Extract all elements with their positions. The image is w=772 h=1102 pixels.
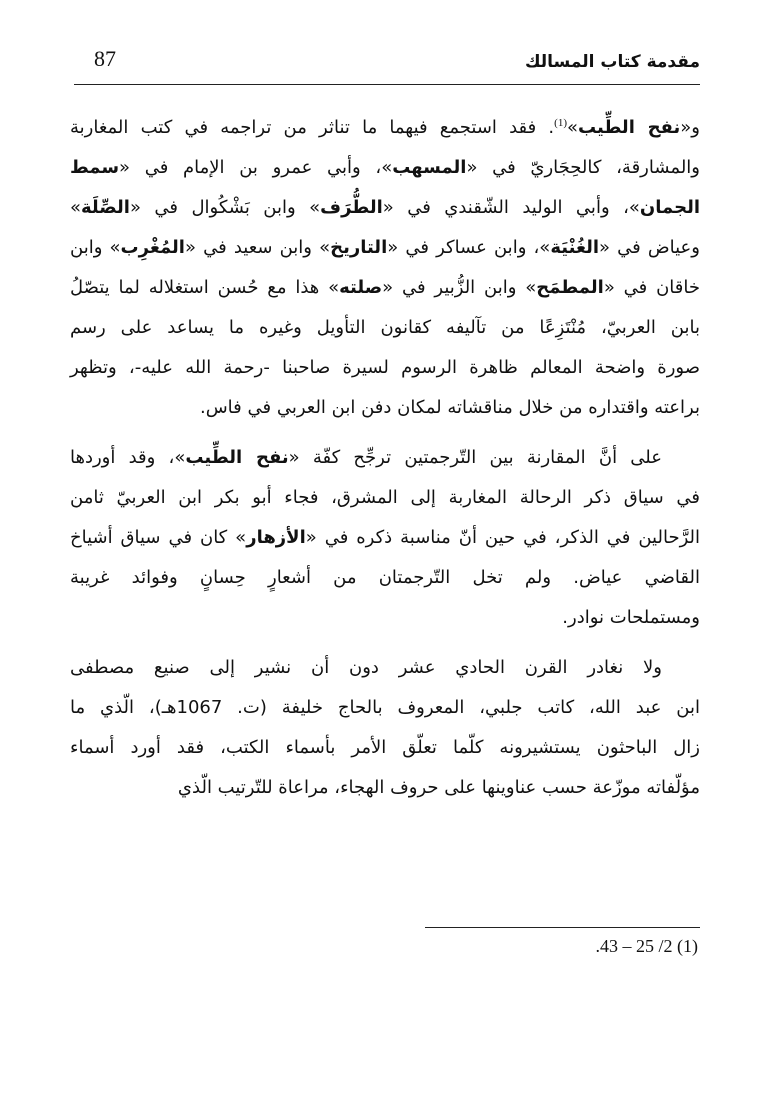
book-title: نفح الطِّيب <box>578 117 681 138</box>
text-segment: زال الباحثون يستشيرونه كلّما تعلّق الأمر بأسماء الكتب، فقد أورد أسماء <box>70 737 700 758</box>
text-segment: براعته واقتداره من خلال مناقشاته لمكان دفن ابن العربي في فاس. <box>199 397 700 418</box>
text-segment: ولا نغادر القرن الحادي عشر دون أن نشير إلى صنيع مصطفى <box>70 657 662 678</box>
text-segment: » وابن بَشْكُوال في « <box>129 197 321 218</box>
text-segment: و« <box>680 117 700 138</box>
running-title: مقدمة كتاب المسالك <box>524 52 700 72</box>
text-line <box>70 768 700 808</box>
body-text <box>70 108 700 818</box>
footnote-separator <box>425 927 700 928</box>
text-line <box>70 268 700 308</box>
text-line <box>70 728 700 768</box>
book-title: سمط <box>70 157 120 178</box>
page-number: 87 <box>94 46 116 71</box>
text-line <box>70 188 700 228</box>
book-title: صلته <box>339 277 383 298</box>
text-segment: » <box>566 117 578 138</box>
text-segment: » وابن سعيد في « <box>184 237 331 258</box>
text-line <box>70 648 700 688</box>
book-title: الجمان <box>639 197 700 218</box>
book-title: المطمَح <box>536 277 604 298</box>
text-line <box>70 478 700 518</box>
text-segment: مؤلّفاته موزّعة حسب عناوينها على حروف الهجاء، مراعاة للتّرتيب الّذي <box>177 777 700 798</box>
paragraph <box>70 108 700 428</box>
text-line <box>70 108 700 148</box>
text-line <box>70 558 700 598</box>
text-segment: » وابن <box>70 237 121 258</box>
text-line <box>70 348 700 388</box>
text-segment: » كان في سياق أشياخ <box>70 527 247 548</box>
text-segment: »، وقد أوردها <box>70 447 186 468</box>
text-segment: والمشارقة، كالحِجَاريّ في « <box>466 157 700 178</box>
text-segment: » <box>70 197 82 218</box>
text-segment: وعياض في « <box>599 237 700 258</box>
text-line <box>70 308 700 348</box>
paragraph <box>70 648 700 808</box>
text-line <box>70 148 700 188</box>
text-line <box>70 518 700 558</box>
book-title: الطُّرَف <box>320 197 383 218</box>
text-segment: القاضي عياض. ولم تخل التّرجمتان من أشعارٍ حِسانٍ وفوائد غريبة <box>70 567 700 588</box>
book-title: الصِّلَة <box>81 197 130 218</box>
text-segment: بابن العربيّ، مُنْتَزِعًا من تآليفه كقانون التأويل وغيره ما يساعد على رسم <box>70 317 700 338</box>
footnote: .43 – 25 /2 (1) <box>595 936 698 956</box>
text-segment: الرَّحالين في الذكر، في حين أنّ مناسبة ذكره في « <box>305 527 700 548</box>
text-segment: خاقان في « <box>603 277 700 298</box>
text-line <box>70 228 700 268</box>
text-segment: »، وأبي الوليد الشّقندي في « <box>382 197 640 218</box>
text-segment: ومستملحات نوادر. <box>562 607 700 628</box>
book-title: التاريخ <box>330 237 388 258</box>
text-segment: » هذا مع حُسن استغلاله لما يتصّلُ <box>70 277 340 298</box>
text-segment: »، وأبي عمرو بن الإمام في « <box>119 157 393 178</box>
text-segment: ابن عبد الله، كاتب جلبي، المعروف بالحاج خليفة (ت. 1067هـ)، الّذي ما <box>70 697 700 718</box>
text-segment: في سياق ذكر الرحالة المغاربة إلى المشرق، فجاء أبو بكر ابن العربيّ ثامن <box>70 487 700 508</box>
book-title: الأزهار <box>246 527 306 548</box>
book-title: المُغْرِب <box>120 237 185 258</box>
book-title: الغُنْيَة <box>550 237 600 258</box>
book-title: المسهب <box>392 157 467 178</box>
text-segment: »، وابن عساكر في « <box>387 237 551 258</box>
text-segment: . فقد استجمع فيهما ما تناثر من تراجمه في كتب المغاربة <box>70 117 555 138</box>
text-segment: على أنَّ المقارنة بين التّرجمتين ترجِّح كفّة « <box>288 447 662 468</box>
text-line <box>70 438 700 478</box>
running-header <box>74 44 700 85</box>
footnote-marker: (1) <box>554 117 567 129</box>
paragraph <box>70 438 700 638</box>
text-segment: » وابن الزُّبير في « <box>382 277 537 298</box>
text-segment: صورة واضحة المعالم ظاهرة الرسوم لسيرة صاحبنا -رحمة الله عليه-، وتظهر <box>70 357 700 378</box>
text-line <box>70 598 700 638</box>
book-title: نفح الطِّيب <box>185 447 289 468</box>
text-line <box>70 388 700 428</box>
text-line <box>70 688 700 728</box>
